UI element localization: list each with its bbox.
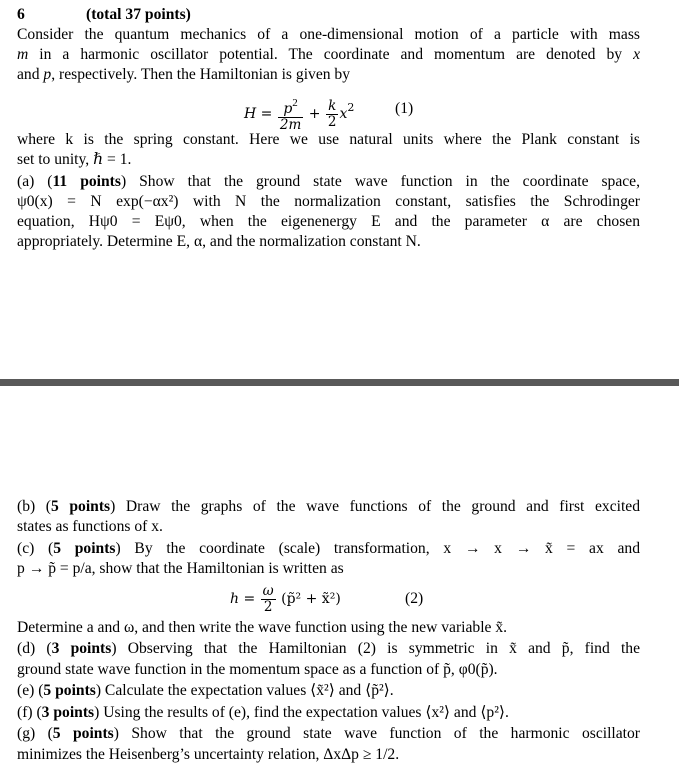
part-a-line-2: ψ0(x) = N exp(−αx²) with N the normalization constant, satisfies the Schrodinger: [17, 193, 640, 210]
after-eq1-line-1: where k is the spring constant. Here we use natural units where the Plank constant is: [17, 131, 640, 148]
part-a-line-4: appropriately. Determine E, α, and the normalization constant N.: [17, 233, 421, 250]
part-c-line-1: (c) (5 points) By the coordinate (scale) transformation, x → x → x̃ = ax and: [17, 540, 640, 557]
page-divider: [0, 379, 679, 386]
equation-2: h = $\frac{\omega}{2}$ (p̃² + x̃²): [230, 582, 341, 615]
equation-2-label: (2): [405, 590, 424, 607]
equation-1: H = $\frac{p^2}{2m}$ + $\frac{k}{2}$ $x^2$: [244, 96, 355, 133]
part-b-line-2: states as functions of x.: [17, 518, 163, 535]
part-g-line-1: (g) (5 points) Show that the ground state wave function of the harmonic oscillator: [17, 725, 640, 742]
part-b-line-1: (b) (5 points) Draw the graphs of the wave functions of the ground and first excited: [17, 498, 641, 515]
part-e-line: (e) (5 points) Calculate the expectation values ⟨x̃²⟩ and ⟨p̃²⟩.: [17, 682, 394, 699]
intro-line-1: Consider the quantum mechanics of a one-dimensional motion of a particle with mass: [17, 26, 640, 43]
part-c-line-3: Determine a and ω, and then write the wave function using the new variable x̃.: [17, 619, 508, 636]
part-c-line-2: p → p̃ = p/a, show that the Hamiltonian is written as: [17, 560, 344, 577]
problem-number: 6: [17, 6, 25, 23]
equation-1-label: (1): [395, 100, 414, 117]
after-eq1-line-2: set to unity, ℏ = 1.: [17, 151, 132, 168]
part-f-line: (f) (3 points) Using the results of (e), find the expectation values ⟨x²⟩ and ⟨p²⟩.: [17, 704, 509, 721]
fraction-k-2: $\frac{k}{2}$: [327, 97, 337, 130]
part-a-line-1: (a) (11 points) Show that the ground state wave function in the coordinate space,: [17, 173, 640, 190]
total-points: (total 37 points): [86, 6, 191, 23]
fraction-p2-2m: $\frac{p^2}{2m}$: [279, 96, 302, 133]
part-a-line-3: equation, Hψ0 = Eψ0, when the eigenenergy E and the parameter α are chosen: [17, 213, 640, 230]
intro-line-2: m in a harmonic oscillator potential. The coordinate and momentum are denoted by x: [17, 46, 640, 63]
fraction-omega-2: $\frac{\omega}{2}$: [262, 582, 274, 615]
part-g-line-2: minimizes the Heisenberg’s uncertainty relation, ΔxΔp ≥ 1/2.: [17, 746, 400, 763]
part-d-line-2: ground state wave function in the momentum space as a function of p̃, φ0(p̃).: [17, 661, 498, 678]
part-d-line-1: (d) (3 points) Observing that the Hamiltonian (2) is symmetric in x̃ and p̃, find the: [17, 640, 641, 657]
intro-line-3: and p, respectively. Then the Hamiltonian is given by: [17, 66, 351, 83]
